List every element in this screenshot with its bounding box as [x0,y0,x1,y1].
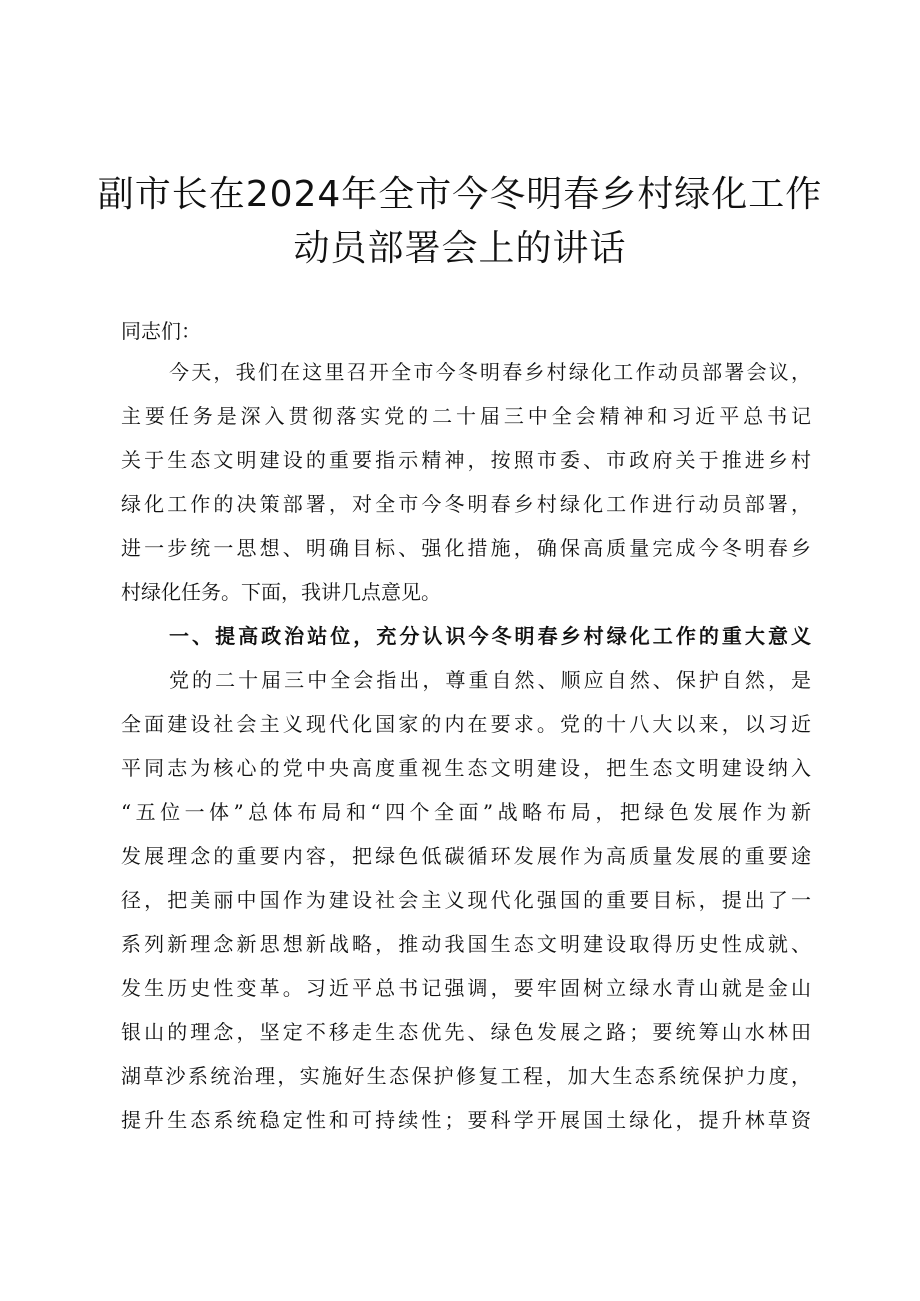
paragraph-line: 主要任务是深入贯彻落实党的二十届三中全会精神和习近平总书记 [121,404,811,428]
paragraph-line: 系列新理念新思想新战略，推动我国生态文明建设取得历史性成就、 [121,932,811,956]
paragraph-line: 平同志为核心的党中央高度重视生态文明建设，把生态文明建设纳入 [121,756,811,780]
paragraph-line: 进一步统一思想、明确目标、强化措施，确保高质量完成今冬明春乡 [121,536,811,560]
section-heading: 一、提高政治站位，充分认识今冬明春乡村绿化工作的重大意义 [169,624,811,648]
paragraph-line: 绿化工作的决策部署，对全市今冬明春乡村绿化工作进行动员部署， [121,492,811,516]
paragraph-line: “五位一体”总体布局和“四个全面”战略布局，把绿色发展作为新 [121,800,811,824]
document-title-line-1: 副市长在2024年全市今冬明春乡村绿化工作 [97,174,823,215]
paragraph-line: 径，把美丽中国作为建设社会主义现代化强国的重要目标，提出了一 [121,888,811,912]
paragraph-line: 湖草沙系统治理，实施好生态保护修复工程，加大生态系统保护力度， [121,1064,811,1088]
paragraph-line: 今天，我们在这里召开全市今冬明春乡村绿化工作动员部署会议， [169,360,811,384]
paragraph-line: 提升生态系统稳定性和可持续性；要科学开展国土绿化，提升林草资 [121,1108,811,1132]
paragraph-line: 村绿化任务。下面，我讲几点意见。 [121,580,441,604]
paragraph-line: 党的二十届三中全会指出，尊重自然、顺应自然、保护自然，是 [169,668,811,692]
paragraph-line: 发生历史性变革。习近平总书记强调，要牢固树立绿水青山就是金山 [121,976,811,1000]
salutation: 同志们： [121,319,201,343]
paragraph-line: 发展理念的重要内容，把绿色低碳循环发展作为高质量发展的重要途 [121,844,811,868]
paragraph-line: 全面建设社会主义现代化国家的内在要求。党的十八大以来，以习近 [121,712,811,736]
paragraph-line: 关于生态文明建设的重要指示精神，按照市委、市政府关于推进乡村 [121,448,811,472]
document-title-line-2: 动员部署会上的讲话 [293,228,627,269]
paragraph-line: 银山的理念，坚定不移走生态优先、绿色发展之路；要统筹山水林田 [121,1020,811,1044]
